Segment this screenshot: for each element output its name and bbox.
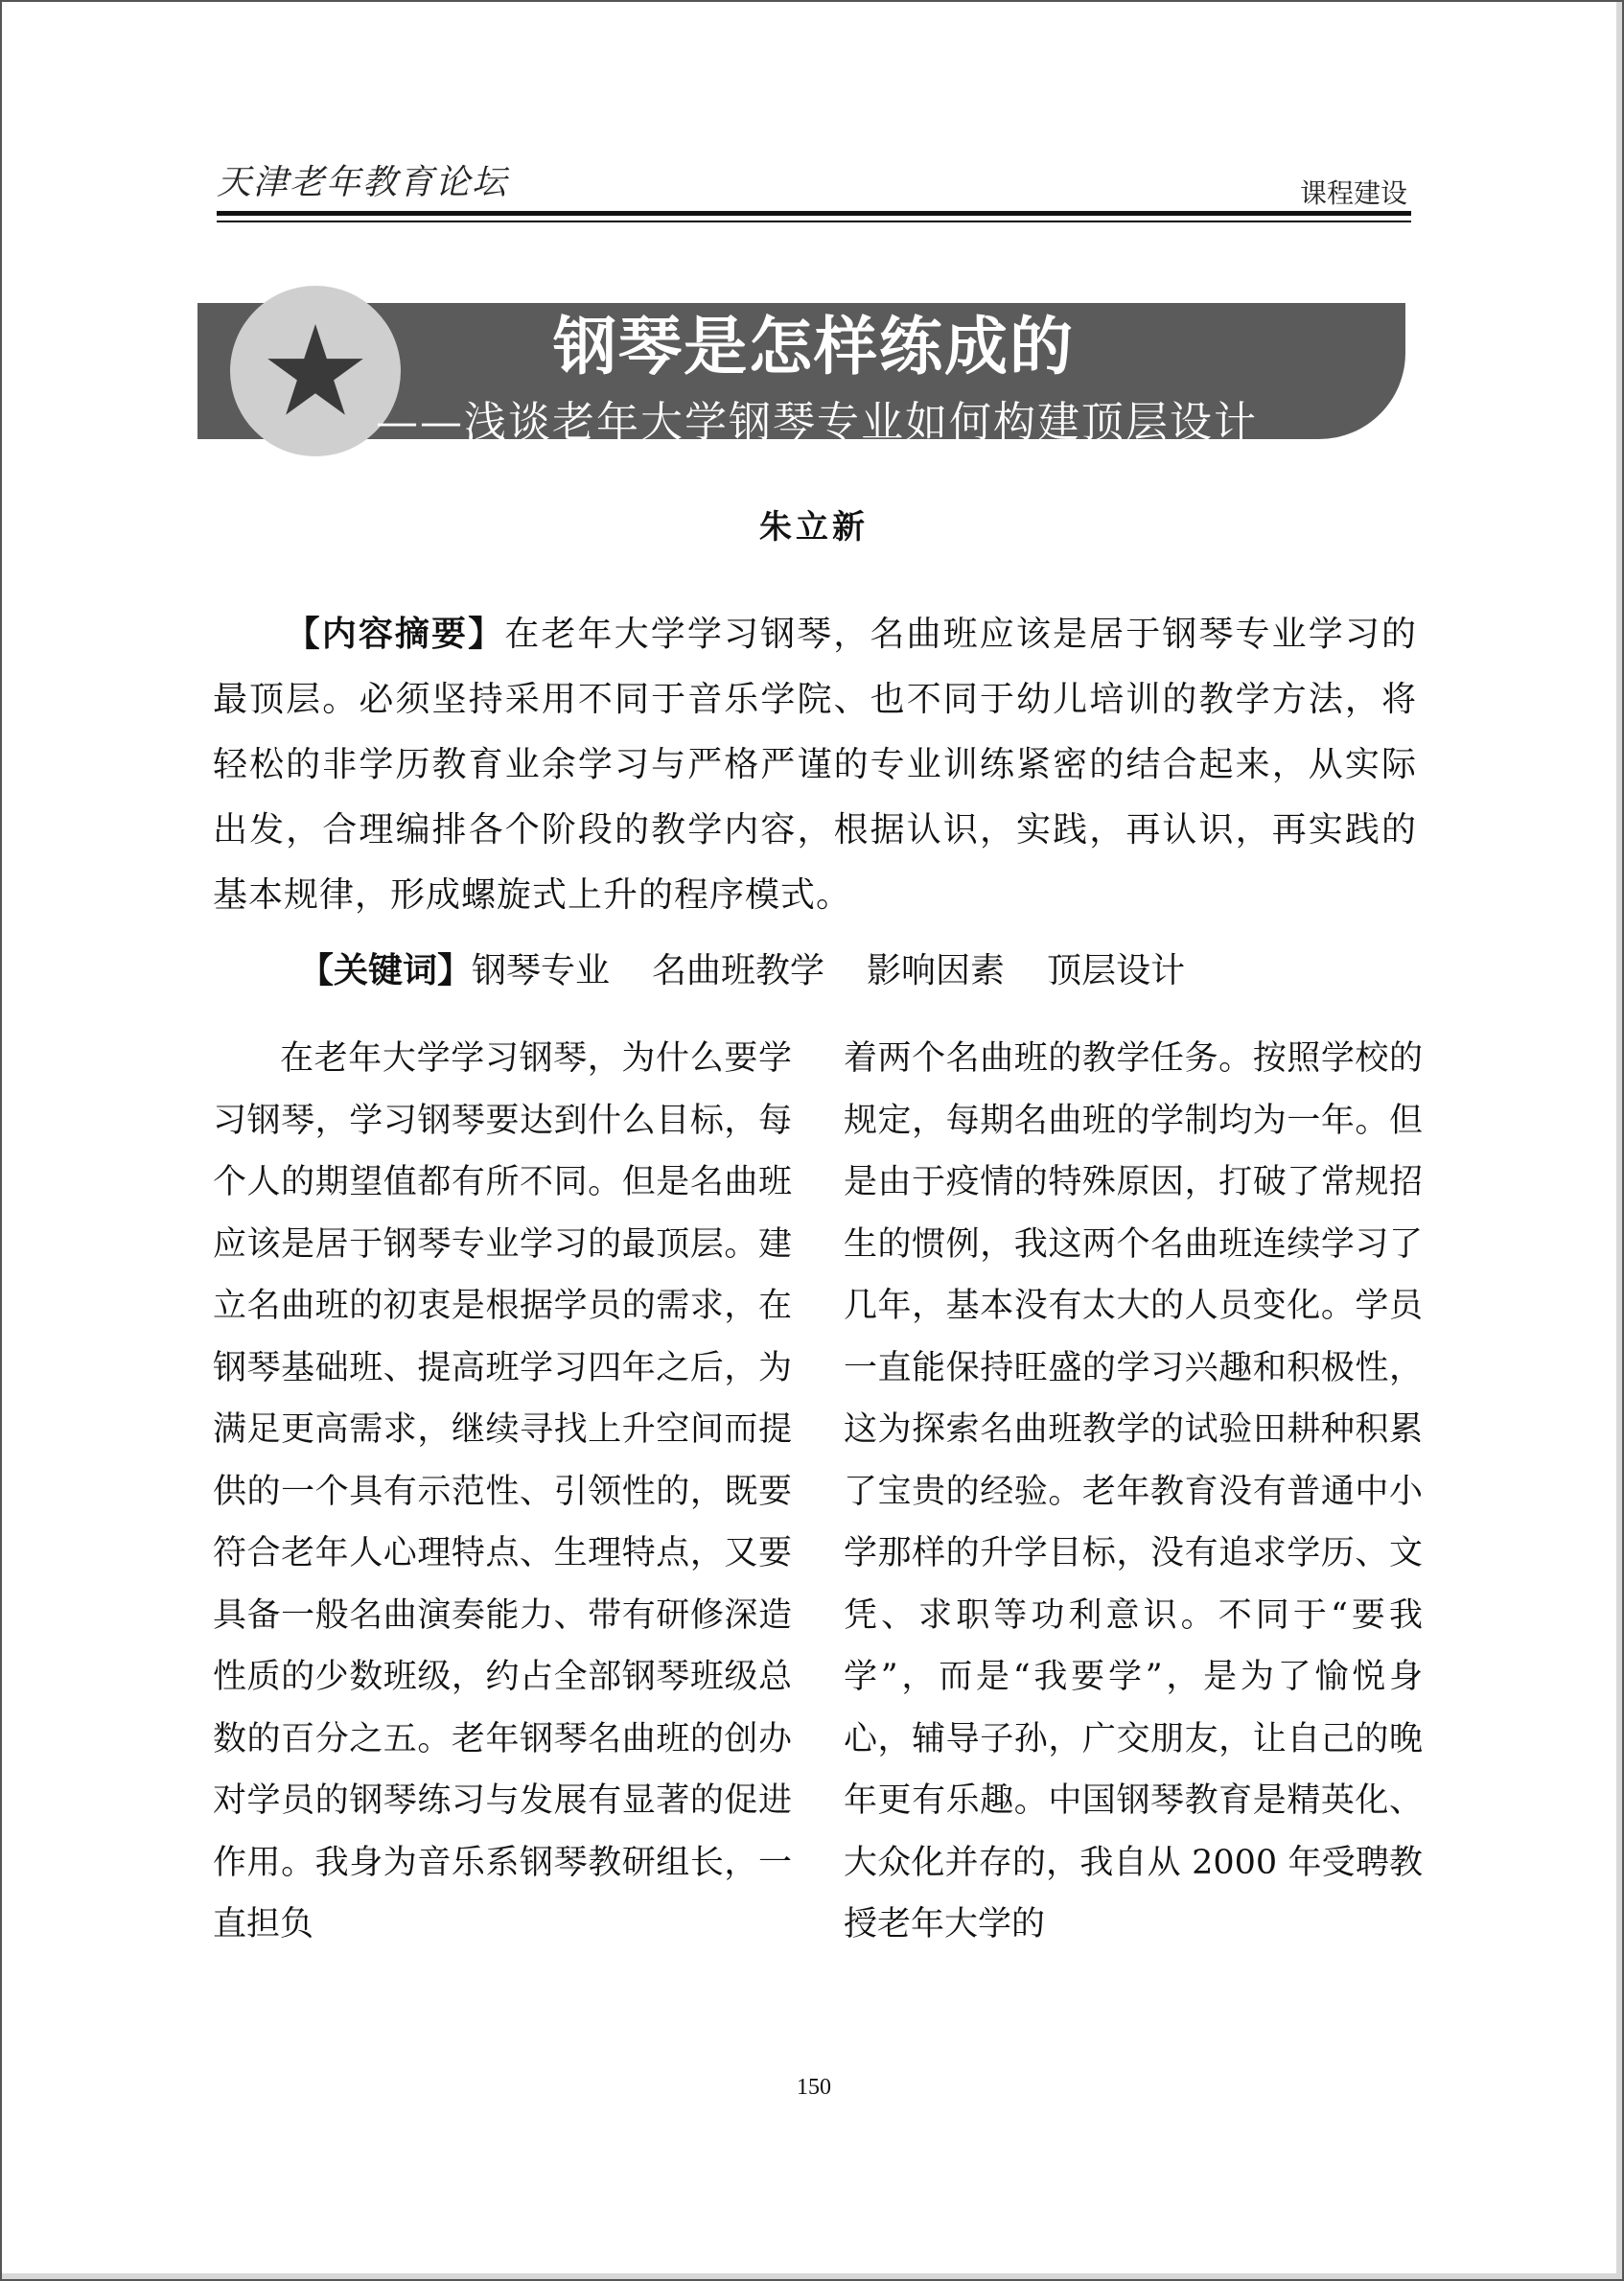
body-column-right: 着两个名曲班的教学任务。按照学校的规定，每期名曲班的学制均为一年。但是由于疫情的特殊原因，打破了常规招生的惯例，我这两个名曲班连续学习了几年，基本没有太大的人员变化。学员一直能保持旺盛的学习兴趣和积极性，这为探索名曲班教学的试验田耕种积累了宝贵的经验。老年教育没有普通中小学那样的升学目标，没有追求学历、文凭、求职等功利意识。不同于“要我学”，而是“我要学”，是为了愉悦身心，辅导子孙，广交朋友，让自己的晚年更有乐趣。中国钢琴教育是精英化、大众化并存的，我自从 2000 年受聘教授老年大学的	[844, 1039, 1423, 1944]
keyword: 影响因素	[867, 951, 1006, 990]
abstract	[213, 602, 1417, 928]
keyword: 钢琴专业	[472, 951, 611, 990]
journal-logo: 天津老年教育论坛	[217, 163, 509, 202]
keyword: 名曲班教学	[652, 951, 825, 990]
author-name: 朱立新	[759, 508, 869, 547]
keywords-label: 【关键词】	[299, 951, 473, 990]
article-subtitle: ——浅谈老年大学钢琴专业如何构建顶层设计	[376, 398, 1258, 447]
header-rule-thin	[217, 221, 1411, 222]
star-icon: ★	[259, 298, 372, 444]
page-number: 150	[797, 2075, 831, 2100]
article-title: 钢琴是怎样练成的	[553, 310, 1075, 384]
header-rule	[217, 211, 1411, 216]
abstract-text: 在老年大学学习钢琴，名曲班应该是居于钢琴专业学习的最顶层。必须坚持采用不同于音乐学院、也不同于幼儿培训的教学方法，将轻松的非学历教育业余学习与严格严谨的专业训练紧密的结合起来，从实际出发，合理编排各个阶段的教学内容，根据认识，实践，再认识，再实践的基本规律，形成螺旋式上升的程序模式。	[213, 615, 1417, 915]
body-column-left: 在老年大学学习钢琴，为什么要学习钢琴，学习钢琴要达到什么目标，每个人的期望值都有所不同。但是名曲班应该是居于钢琴专业学习的最顶层。建立名曲班的初衷是根据学员的需求，在钢琴基础班、提高班学习四年之后，为满足更高需求，继续寻找上升空间而提供的一个具有示范性、引领性的，既要符合老年人心理特点、生理特点，又要具备一般名曲演奏能力、带有研修深造性质的少数班级，约占全部钢琴班级总数的百分之五。老年钢琴名曲班的创办对学员的钢琴练习与发展有显著的促进作用。我身为音乐系钢琴教研组长，一直担负	[213, 1039, 792, 1944]
abstract-label: 【内容摘要】	[285, 615, 505, 654]
keywords	[299, 943, 1185, 992]
section-label: 课程建设	[1299, 177, 1407, 209]
keyword: 顶层设计	[1047, 951, 1186, 990]
